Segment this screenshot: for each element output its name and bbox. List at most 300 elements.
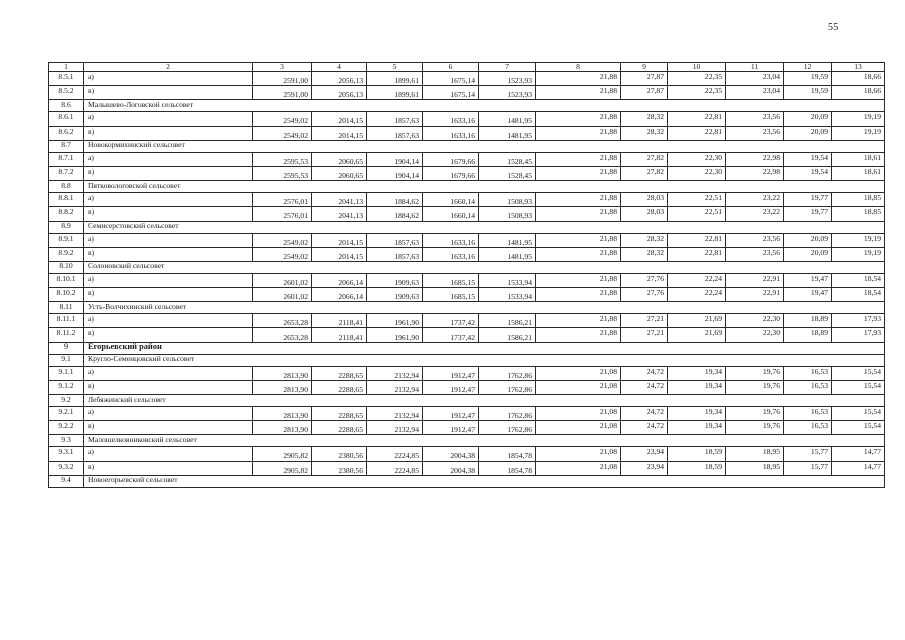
section-code: 8.11 [49, 302, 84, 314]
row-code: 8.9.1 [49, 233, 84, 247]
value-cell: 1737,42 [423, 328, 479, 342]
table-row [49, 126, 885, 140]
value-cell: 1633,16 [423, 112, 479, 126]
value-cell: 16,53 [784, 380, 832, 394]
value-cell: 1523,93 [479, 86, 536, 100]
table-row [49, 380, 885, 394]
value-cell: 2591,00 [253, 72, 312, 86]
value-cell: 24,72 [621, 380, 668, 394]
value-cell: 19,19 [832, 247, 885, 261]
value-cell: 1633,16 [423, 247, 479, 261]
table-row [49, 288, 885, 302]
value-cell: 2118,41 [312, 314, 367, 328]
value-cell: 21,08 [536, 366, 621, 380]
section-code: 8.6 [49, 100, 84, 112]
value-cell: 28,32 [621, 126, 668, 140]
value-cell: 20,09 [784, 112, 832, 126]
value-cell: 1912,47 [423, 366, 479, 380]
value-cell: 1912,47 [423, 421, 479, 435]
value-cell: 19,76 [726, 366, 784, 380]
value-cell: 1904,14 [367, 152, 423, 166]
value-cell: 18,85 [832, 207, 885, 221]
value-cell: 1762,86 [479, 380, 536, 394]
value-cell: 18,66 [832, 86, 885, 100]
value-cell: 1481,95 [479, 126, 536, 140]
section-code: 8.10 [49, 261, 84, 273]
tariff-table [48, 62, 885, 488]
row-code: 9.3.2 [49, 461, 84, 475]
value-cell: 1586,21 [479, 314, 536, 328]
value-cell: 23,56 [726, 247, 784, 261]
value-cell: 2576,01 [253, 193, 312, 207]
value-cell: 23,04 [726, 72, 784, 86]
value-cell: 22,51 [668, 193, 726, 207]
value-cell: 22,51 [668, 207, 726, 221]
section-heading-row [49, 221, 885, 233]
value-cell: 2653,28 [253, 328, 312, 342]
row-code: 8.5.1 [49, 72, 84, 86]
value-cell: 2549,02 [253, 247, 312, 261]
value-cell: 2380,56 [312, 447, 367, 461]
value-cell: 19,54 [784, 152, 832, 166]
value-cell: 2132,94 [367, 380, 423, 394]
value-cell: 19,76 [726, 421, 784, 435]
section-code: 8.9 [49, 221, 84, 233]
table-row [49, 86, 885, 100]
value-cell: 1481,95 [479, 247, 536, 261]
section-heading-row [49, 181, 885, 193]
value-cell: 1912,47 [423, 380, 479, 394]
value-cell: 1633,16 [423, 233, 479, 247]
value-cell: 21,69 [668, 328, 726, 342]
value-cell: 2014,15 [312, 126, 367, 140]
value-cell: 22,81 [668, 126, 726, 140]
table-row [49, 421, 885, 435]
row-variant-label: а) [84, 447, 253, 461]
value-cell: 1912,47 [423, 407, 479, 421]
row-variant-label: в) [84, 126, 253, 140]
value-cell: 23,56 [726, 126, 784, 140]
row-variant-label: а) [84, 112, 253, 126]
section-title: Новокормихинский сельсовет [84, 140, 885, 152]
value-cell: 22,30 [726, 314, 784, 328]
page-number: 55 [828, 22, 839, 33]
value-cell: 2288,65 [312, 407, 367, 421]
value-cell: 2004,38 [423, 447, 479, 461]
row-code: 9.1.1 [49, 366, 84, 380]
value-cell: 23,94 [621, 461, 668, 475]
value-cell: 21,08 [536, 421, 621, 435]
column-number-cell: 8 [536, 63, 621, 72]
row-code: 8.5.2 [49, 86, 84, 100]
value-cell: 1854,78 [479, 447, 536, 461]
row-code: 8.8.2 [49, 207, 84, 221]
value-cell: 2014,15 [312, 233, 367, 247]
value-cell: 1857,63 [367, 233, 423, 247]
value-cell: 2132,94 [367, 407, 423, 421]
value-cell: 1884,62 [367, 207, 423, 221]
section-code: 8.8 [49, 181, 84, 193]
row-variant-label: в) [84, 421, 253, 435]
value-cell: 19,76 [726, 407, 784, 421]
value-cell: 1899,61 [367, 86, 423, 100]
value-cell: 19,76 [726, 380, 784, 394]
value-cell: 18,89 [784, 314, 832, 328]
value-cell: 16,53 [784, 407, 832, 421]
row-code: 8.8.1 [49, 193, 84, 207]
value-cell: 2813,90 [253, 380, 312, 394]
table-row [49, 152, 885, 166]
value-cell: 1508,93 [479, 193, 536, 207]
value-cell: 1909,63 [367, 288, 423, 302]
value-cell: 1762,86 [479, 407, 536, 421]
value-cell: 1961,90 [367, 328, 423, 342]
value-cell: 20,09 [784, 247, 832, 261]
value-cell: 2813,90 [253, 421, 312, 435]
column-number-cell: 7 [479, 63, 536, 72]
value-cell: 27,87 [621, 72, 668, 86]
value-cell: 19,19 [832, 126, 885, 140]
value-cell: 19,47 [784, 288, 832, 302]
row-code: 8.7.2 [49, 166, 84, 180]
value-cell: 1528,45 [479, 152, 536, 166]
value-cell: 1528,45 [479, 166, 536, 180]
section-title: Семисерстовский сельсовет [84, 221, 885, 233]
value-cell: 22,81 [668, 247, 726, 261]
section-title: Малышево-Логовской сельсовет [84, 100, 885, 112]
value-cell: 27,76 [621, 288, 668, 302]
row-variant-label: а) [84, 72, 253, 86]
value-cell: 24,72 [621, 421, 668, 435]
column-number-cell: 10 [668, 63, 726, 72]
value-cell: 2132,94 [367, 421, 423, 435]
value-cell: 1884,62 [367, 193, 423, 207]
table-row [49, 112, 885, 126]
table-row [49, 247, 885, 261]
value-cell: 1737,42 [423, 314, 479, 328]
value-cell: 21,88 [536, 314, 621, 328]
value-cell: 18,66 [832, 72, 885, 86]
section-heading-row [49, 475, 885, 487]
value-cell: 19,77 [784, 193, 832, 207]
value-cell: 2041,13 [312, 193, 367, 207]
value-cell: 1533,94 [479, 273, 536, 287]
value-cell: 21,88 [536, 193, 621, 207]
column-number-cell: 13 [832, 63, 885, 72]
row-code: 8.9.2 [49, 247, 84, 261]
value-cell: 22,81 [668, 233, 726, 247]
table-row [49, 233, 885, 247]
value-cell: 1854,78 [479, 461, 536, 475]
column-number-cell: 1 [49, 63, 84, 72]
value-cell: 2132,94 [367, 366, 423, 380]
value-cell: 21,88 [536, 328, 621, 342]
value-cell: 2549,02 [253, 126, 312, 140]
section-code: 9.1 [49, 354, 84, 366]
value-cell: 22,24 [668, 288, 726, 302]
section-title: Солоновский сельсовет [84, 261, 885, 273]
value-cell: 22,30 [668, 152, 726, 166]
value-cell: 23,04 [726, 86, 784, 100]
table-row [49, 314, 885, 328]
value-cell: 2905,82 [253, 461, 312, 475]
row-variant-label: а) [84, 407, 253, 421]
value-cell: 22,81 [668, 112, 726, 126]
value-cell: 2014,15 [312, 247, 367, 261]
value-cell: 2813,90 [253, 407, 312, 421]
value-cell: 20,09 [784, 126, 832, 140]
value-cell: 24,72 [621, 407, 668, 421]
row-variant-label: в) [84, 461, 253, 475]
value-cell: 21,88 [536, 273, 621, 287]
value-cell: 21,88 [536, 288, 621, 302]
section-heading-row [49, 140, 885, 152]
row-variant-label: а) [84, 273, 253, 287]
column-number-header-row [49, 63, 885, 72]
value-cell: 18,61 [832, 166, 885, 180]
district-title: Егорьевский район [84, 342, 885, 354]
district-heading-row [49, 342, 885, 354]
row-code: 8.11.2 [49, 328, 84, 342]
row-variant-label: в) [84, 166, 253, 180]
value-cell: 2576,01 [253, 207, 312, 221]
value-cell: 2118,41 [312, 328, 367, 342]
value-cell: 2004,38 [423, 461, 479, 475]
value-cell: 22,91 [726, 288, 784, 302]
value-cell: 21,88 [536, 72, 621, 86]
section-title: Кругло-Семенцовский сельсовет [84, 354, 885, 366]
value-cell: 28,03 [621, 207, 668, 221]
value-cell: 27,21 [621, 314, 668, 328]
value-cell: 19,34 [668, 421, 726, 435]
value-cell: 1762,86 [479, 366, 536, 380]
value-cell: 1904,14 [367, 166, 423, 180]
value-cell: 19,59 [784, 86, 832, 100]
value-cell: 1857,63 [367, 247, 423, 261]
value-cell: 1857,63 [367, 126, 423, 140]
section-heading-row [49, 100, 885, 112]
table-row [49, 72, 885, 86]
value-cell: 19,19 [832, 233, 885, 247]
section-heading-row [49, 435, 885, 447]
value-cell: 19,34 [668, 380, 726, 394]
value-cell: 21,08 [536, 407, 621, 421]
column-number-cell: 2 [84, 63, 253, 72]
row-code: 8.7.1 [49, 152, 84, 166]
column-number-cell: 3 [253, 63, 312, 72]
value-cell: 28,32 [621, 233, 668, 247]
row-variant-label: в) [84, 380, 253, 394]
section-title: Усть-Волчихинский сельсовет [84, 302, 885, 314]
value-cell: 2813,90 [253, 366, 312, 380]
section-code: 9.3 [49, 435, 84, 447]
table-row [49, 461, 885, 475]
column-number-cell: 5 [367, 63, 423, 72]
value-cell: 15,54 [832, 407, 885, 421]
row-code: 9.3.1 [49, 447, 84, 461]
value-cell: 21,69 [668, 314, 726, 328]
value-cell: 19,34 [668, 366, 726, 380]
value-cell: 17,93 [832, 328, 885, 342]
column-number-cell: 4 [312, 63, 367, 72]
table-body [49, 63, 885, 488]
value-cell: 2060,65 [312, 152, 367, 166]
value-cell: 2066,14 [312, 273, 367, 287]
row-code: 8.10.2 [49, 288, 84, 302]
value-cell: 23,56 [726, 233, 784, 247]
value-cell: 1762,86 [479, 421, 536, 435]
row-variant-label: а) [84, 193, 253, 207]
value-cell: 1675,14 [423, 72, 479, 86]
row-code: 8.6.2 [49, 126, 84, 140]
value-cell: 2060,65 [312, 166, 367, 180]
value-cell: 1685,15 [423, 288, 479, 302]
row-variant-label: а) [84, 152, 253, 166]
value-cell: 18,54 [832, 273, 885, 287]
row-variant-label: в) [84, 247, 253, 261]
value-cell: 22,24 [668, 273, 726, 287]
value-cell: 16,53 [784, 366, 832, 380]
section-title: Пятковологовской сельсовет [84, 181, 885, 193]
row-code: 9.1.2 [49, 380, 84, 394]
table-row [49, 366, 885, 380]
value-cell: 15,77 [784, 447, 832, 461]
value-cell: 1660,14 [423, 193, 479, 207]
value-cell: 2288,65 [312, 366, 367, 380]
value-cell: 1679,66 [423, 166, 479, 180]
value-cell: 22,30 [668, 166, 726, 180]
table-row [49, 407, 885, 421]
section-code: 9 [49, 342, 84, 354]
value-cell: 23,56 [726, 112, 784, 126]
value-cell: 18,89 [784, 328, 832, 342]
row-code: 8.11.1 [49, 314, 84, 328]
row-variant-label: а) [84, 314, 253, 328]
value-cell: 2549,02 [253, 233, 312, 247]
value-cell: 1481,95 [479, 112, 536, 126]
section-heading-row [49, 354, 885, 366]
value-cell: 1685,15 [423, 273, 479, 287]
value-cell: 28,32 [621, 112, 668, 126]
value-cell: 2591,00 [253, 86, 312, 100]
value-cell: 2066,14 [312, 288, 367, 302]
row-variant-label: в) [84, 86, 253, 100]
value-cell: 14,77 [832, 447, 885, 461]
section-heading-row [49, 302, 885, 314]
value-cell: 19,59 [784, 72, 832, 86]
value-cell: 18,59 [668, 447, 726, 461]
value-cell: 1675,14 [423, 86, 479, 100]
row-variant-label: в) [84, 207, 253, 221]
section-code: 9.2 [49, 395, 84, 407]
value-cell: 18,85 [832, 193, 885, 207]
value-cell: 23,22 [726, 193, 784, 207]
value-cell: 2601,02 [253, 273, 312, 287]
row-code: 8.6.1 [49, 112, 84, 126]
table-row [49, 273, 885, 287]
value-cell: 2905,82 [253, 447, 312, 461]
value-cell: 1857,63 [367, 112, 423, 126]
row-code: 8.10.1 [49, 273, 84, 287]
column-number-cell: 6 [423, 63, 479, 72]
value-cell: 1899,61 [367, 72, 423, 86]
value-cell: 2380,56 [312, 461, 367, 475]
value-cell: 22,30 [726, 328, 784, 342]
value-cell: 2601,02 [253, 288, 312, 302]
value-cell: 1660,14 [423, 207, 479, 221]
value-cell: 28,32 [621, 247, 668, 261]
table-row [49, 193, 885, 207]
value-cell: 15,54 [832, 380, 885, 394]
value-cell: 27,21 [621, 328, 668, 342]
value-cell: 2041,13 [312, 207, 367, 221]
table-row [49, 166, 885, 180]
value-cell: 22,35 [668, 86, 726, 100]
value-cell: 21,08 [536, 447, 621, 461]
row-code: 9.2.1 [49, 407, 84, 421]
table-row [49, 328, 885, 342]
value-cell: 24,72 [621, 366, 668, 380]
value-cell: 2653,28 [253, 314, 312, 328]
value-cell: 28,03 [621, 193, 668, 207]
value-cell: 1633,16 [423, 126, 479, 140]
section-code: 9.4 [49, 475, 84, 487]
value-cell: 21,88 [536, 247, 621, 261]
value-cell: 19,47 [784, 273, 832, 287]
value-cell: 2288,65 [312, 421, 367, 435]
section-heading-row [49, 395, 885, 407]
value-cell: 2549,02 [253, 112, 312, 126]
value-cell: 21,88 [536, 166, 621, 180]
value-cell: 1586,21 [479, 328, 536, 342]
value-cell: 18,59 [668, 461, 726, 475]
value-cell: 16,53 [784, 421, 832, 435]
value-cell: 1481,95 [479, 233, 536, 247]
table-row [49, 207, 885, 221]
value-cell: 22,91 [726, 273, 784, 287]
value-cell: 2224,85 [367, 447, 423, 461]
value-cell: 21,88 [536, 86, 621, 100]
value-cell: 18,95 [726, 461, 784, 475]
value-cell: 21,88 [536, 207, 621, 221]
value-cell: 2224,85 [367, 461, 423, 475]
value-cell: 1961,90 [367, 314, 423, 328]
value-cell: 15,54 [832, 421, 885, 435]
value-cell: 23,22 [726, 207, 784, 221]
value-cell: 27,87 [621, 86, 668, 100]
value-cell: 23,94 [621, 447, 668, 461]
value-cell: 2056,13 [312, 86, 367, 100]
value-cell: 2595,53 [253, 152, 312, 166]
value-cell: 21,88 [536, 233, 621, 247]
row-variant-label: в) [84, 288, 253, 302]
value-cell: 18,61 [832, 152, 885, 166]
section-title: Лебяжинский сельсовет [84, 395, 885, 407]
value-cell: 21,88 [536, 112, 621, 126]
value-cell: 15,77 [784, 461, 832, 475]
section-code: 8.7 [49, 140, 84, 152]
value-cell: 19,34 [668, 407, 726, 421]
row-variant-label: а) [84, 366, 253, 380]
column-number-cell: 11 [726, 63, 784, 72]
value-cell: 19,77 [784, 207, 832, 221]
value-cell: 15,54 [832, 366, 885, 380]
value-cell: 27,76 [621, 273, 668, 287]
value-cell: 2014,15 [312, 112, 367, 126]
value-cell: 19,54 [784, 166, 832, 180]
value-cell: 21,88 [536, 126, 621, 140]
value-cell: 1533,94 [479, 288, 536, 302]
